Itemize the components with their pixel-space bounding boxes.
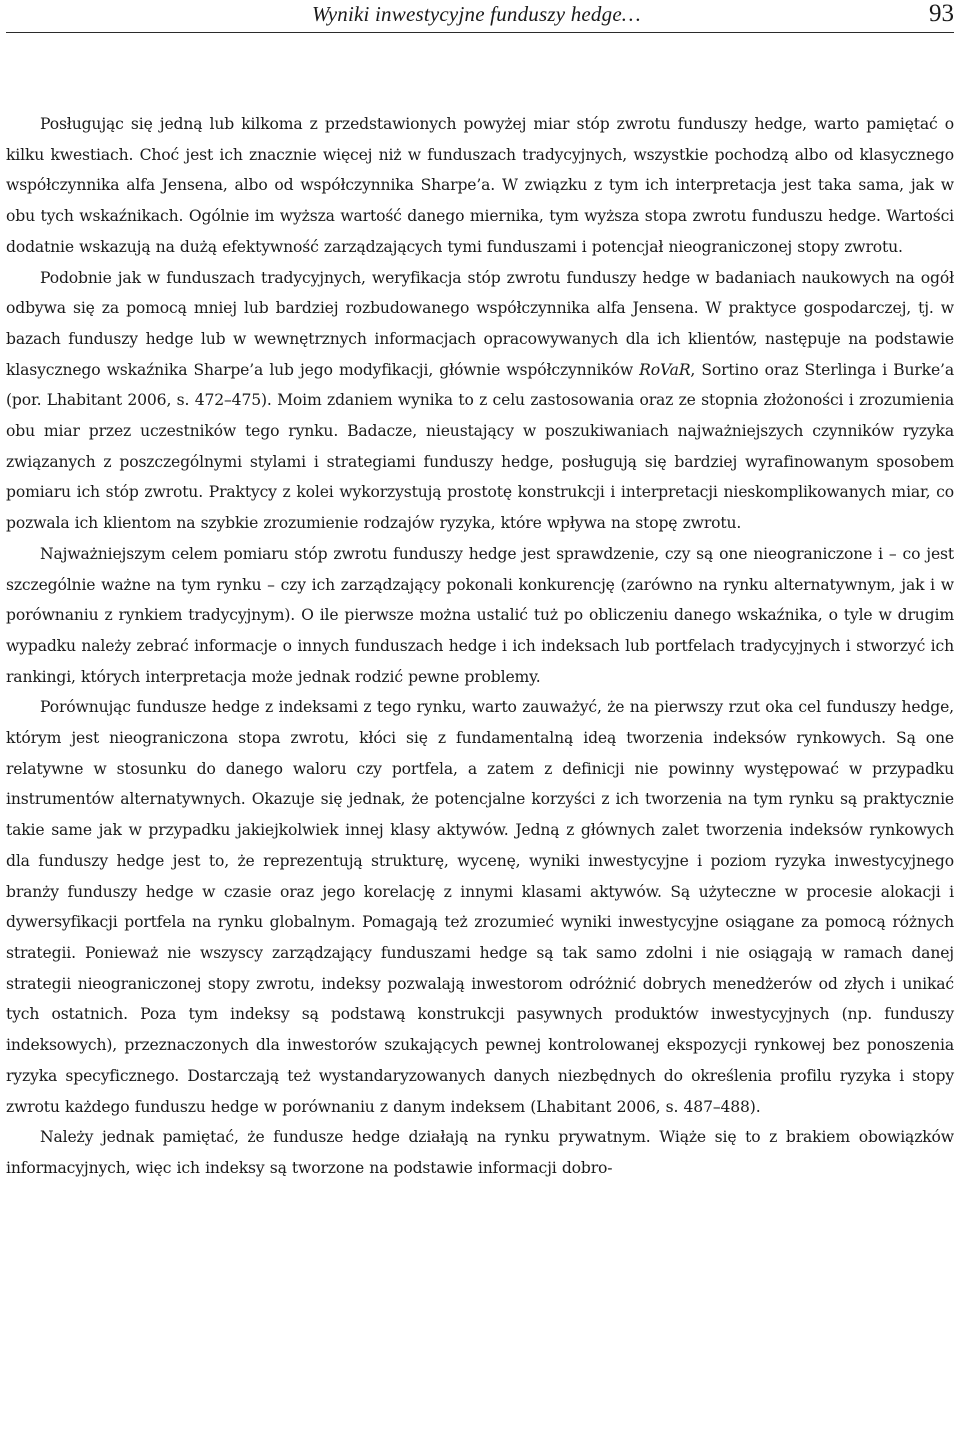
paragraph-3: Najważniejszym celem pomiaru stóp zwrotu funduszy hedge jest sprawdzenie, czy są one nieograniczone i – co jest szczególnie ważne na tym rynku – czy ich zarządzający pokonali konkurencję (zarówno na rynku alternatywnym, jak i w porównaniu z rynkiem tradycyjnym). O ile pierwsze można ustalić tuż po obliczeniu danego wskaźnika, o tyle w drugim wypadku należy zebrać informacje o innych funduszach hedge i ich indeksach lub portfelach tradycyjnych i stworzyć ich rankingi, których interpretacja może jednak rodzić pewne problemy. [6,544,954,686]
body-text [6,109,954,1184]
paragraph-2 [6,263,954,539]
rovar-term: RoVaR [639,360,691,379]
running-header [6,0,954,33]
paragraph-4: Porównując fundusze hedge z indeksami z tego rynku, warto zauważyć, że na pierwszy rzut oka cel funduszy hedge, którym jest nieograniczona stopa zwrotu, kłóci się z fundamentalną ideą tworzenia indeksów rynkowych. Są one relatywne w stosunku do danego waloru czy portfela, a zatem z definicji nie powinny występować w przypadku instrumentów alternatywnych. Okazuje się jednak, że potencjalne korzyści z ich tworzenia na tym rynku są praktycznie takie same jak w przypadku jakiejkolwiek innej klasy aktywów. Jedną z głównych zalet tworzenia indeksów rynkowych dla funduszy hedge jest to, że reprezentują strukturę, wycenę, wyniki inwestycyjne i poziom ryzyka inwestycyjnego branży funduszy hedge w czasie oraz jego korelację z innymi klasami aktywów. Są użyteczne w procesie alokacji i dywersyfikacji portfela na rynku globalnym. Pomagają też zrozumieć wyniki inwestycyjne osiągane za pomocą różnych strategii. Ponieważ nie wszyscy zarządzający funduszami hedge są tak samo zdolni i nie osiągają w ramach danej strategii nieograniczonej stopy zwrotu, indeksy pozwalają inwestorom odróżnić dobrych menedżerów od złych i unikać tych ostatnich. Poza tym indeksy są podstawą konstrukcji pasywnych produktów inwestycyjnych (np. funduszy indeksowych), przeznaczonych dla inwestorów szukających pewnej kontrolowanej ekspozycji rynkowej bez ponoszenia ryzyka specyficznego. Dostarczają też wystandaryzowanych danych niezbędnych do określenia profilu ryzyka i stopy zwrotu każdego funduszu hedge w porównaniu z danym indeksem (Lhabitant 2006, s. 487–488). [6,698,954,1116]
paragraph-5: Należy jednak pamiętać, że fundusze hedge działają na rynku prywatnym. Wiąże się to z brakiem obowiązków informacyjnych, więc ich indeksy są tworzone na podstawie informacji dobro- [6,1128,954,1177]
paragraph-2-part-1: Podobnie jak w funduszach tradycyjnych, weryfikacja stóp zwrotu funduszy hedge w badaniach naukowych na ogół odbywa się za pomocą mniej lub bardziej rozbudowanego współczynnika alfa Jensena. W praktyce gospodarczej, tj. w bazach funduszy hedge lub w wewnętrznych informacjach opracowywanych dla ich klientów, następuje na podstawie klasycznego wskaźnika Sharpe’a lub jego modyfikacji, głównie współczynników [6,268,954,379]
paragraph-2-part-2: , Sortino oraz Sterlinga i Burke’a (por. Lhabitant 2006, s. 472–475). Moim zdaniem wynika to z celu zastosowania oraz ze stopnia złożoności i zrozumienia obu miar przez uczestników tego rynku. Badacze, nieustający w poszukiwaniach najważniejszych czynników ryzyka związanych z poszczególnymi stylami i strategiami funduszy hedge, posługują się bardziej wyrafinowanym sposobem pomiaru ich stóp zwrotu. Praktycy z kolei wykorzystują prostotę konstrukcji i interpretacji nieskomplikowanych miar, co pozwala ich klientom na szybkie zrozumienie rodzajów ryzyka, które wpływa na stopę zwrotu. [6,360,954,533]
running-title: Wyniki inwestycyjne funduszy hedge… [312,2,641,26]
paragraph-1: Posługując się jedną lub kilkoma z przedstawionych powyżej miar stóp zwrotu funduszy hedge, warto pamiętać o kilku kwestiach. Choć jest ich znacznie więcej niż w funduszach tradycyjnych, wszystkie pochodzą albo od klasycznego współczynnika alfa Jensena, albo od współczynnika Sharpe’a. W związku z tym ich interpretacja jest taka sama, jak w obu tych wskaźnikach. Ogólnie im wyższa wartość danego miernika, tym wyższa stopa zwrotu funduszu hedge. Wartości dodatnie wskazują na dużą efektywność zarządzających tymi funduszami i potencjał nieograniczonej stopy zwrotu. [6,115,954,256]
page-number: 93 [929,0,954,27]
